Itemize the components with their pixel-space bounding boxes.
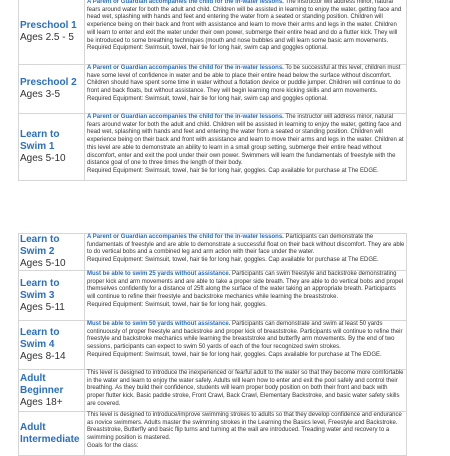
level-lead: A Parent or Guardian accompanies the child for the in-water lessons. xyxy=(87,114,284,120)
level-description: This level is designed to introduce/improve swimming strokes to adults so that they develop confidence and endurance as novice swimmers. Adults master the swimming strokes in the Learning the Basics level, Freestyle and Backstroke. Breaststroke, Butterfly and basic flip turns and turning at the wall are introduced. Treading water and recovery to a swimming position is mastered. xyxy=(87,412,402,442)
level-description: This level is designed to introduce the inexperienced or fearful adult to the water so that they become more comfortable in the water and learn to enjoy the water safely. Adults will learn how to enter and exit the pool safely and control their breathing. As they build their confidence, students will learn proper body position on both their front and back with proper flutter kick. Basic paddle stroke, Front Crawl, Back Crawl, Elementary Backstroke, and basic water safety skills are covered. xyxy=(87,370,404,407)
level-title: Learn to Swim 4 xyxy=(20,327,60,350)
level-name-cell xyxy=(19,321,85,370)
level-description: The instructor will address minor, natural fears around water for both the adult and child. Children will be assisted in learning to enjoy the water, getting face and head wet, splashing with hands and feet and entering the water from a seated or standing position. Children will experience being on their back and front with assistance and learn to move their arms and legs in the water. Children will learn to enter and exit the water under their own power, submerge their entire head and do a flutter kick. They will be introduced to some breathing techniques (mouth and nose bubbles and will learn some basic arm movements. xyxy=(87,0,402,44)
level-description: To be successful at this level, children must have some level of confidence in water and be able to place their entire head below the surface without discomfort. Children should have spent some time in water without a flotation device or puddle jumper. Children will continue to do front and back floats, but without assistance. They will begin learning more kicking skills and arm movements. xyxy=(87,65,401,95)
lesson-table-bottom xyxy=(18,233,407,456)
level-title: Adult Beginner xyxy=(20,372,64,396)
level-description-cell xyxy=(85,271,407,321)
level-name-cell xyxy=(19,114,85,181)
level-description-cell xyxy=(85,321,407,370)
level-description: Participants can swim freestyle and backstroke demonstrating proper kick and arm movements and are able to take a proper side breath. They are able to do vertical bobs and propel themselves confidently for a distance of 25ft along the surface of the water taking an appropriate breath. Participants will continue to refine their freestyle and backstroke mechanics while learning the breaststroke. xyxy=(87,271,404,301)
level-lead: Must be able to swim 25 yards without assistance. xyxy=(87,271,231,277)
table-row xyxy=(19,65,407,114)
level-description: Participants can demonstrate the fundamentals of freestyle and are able to demonstrate a successful float on their back without discomfort. They are able to do vertical bobs and a combined leg and arm action with their face under the water. xyxy=(87,234,405,256)
lesson-table-top xyxy=(18,0,407,181)
table-row xyxy=(19,321,407,370)
level-description-cell xyxy=(85,114,407,181)
level-title: Preschool 2 xyxy=(20,77,77,88)
level-name-cell xyxy=(19,412,85,456)
required-equipment: Required Equipment: Swimsuit, towel, hair tie for long hair, goggles. xyxy=(87,301,267,308)
level-ages: Ages 18+ xyxy=(20,396,63,408)
level-ages: Ages 5-11 xyxy=(20,301,65,313)
table-row xyxy=(19,412,407,456)
class-goals: Goals for the class: xyxy=(87,442,139,449)
level-lead: Must be able to swim 50 yards without assistance. xyxy=(87,321,231,327)
level-title: Preschool 1 xyxy=(20,19,77,31)
level-description: The instructor will address minor, natural fears around water for both the adult and child. Children will be assisted in learning to enjoy the water, getting face and head wet, splashing with hands and feet and entering the water from a seated or standing position. Children will experience being on their back and front with assistance and learn to move their arms and legs in the water. Children at this level are able to demonstrate an ability to learn in a small group setting, submerge their entire head without discomfort, enter and exit the pool under their own power. Swimmers will learn the fundamentals of freestyle with the distance goal of one to three times the length of their body. xyxy=(87,114,404,167)
level-ages: Ages 8-14 xyxy=(20,351,66,362)
table-row xyxy=(19,0,407,65)
level-name-cell xyxy=(19,271,85,321)
level-title: Learn to Swim 2 xyxy=(20,234,60,257)
level-title: Adult Intermediate xyxy=(20,421,80,445)
level-description-cell xyxy=(85,0,407,65)
level-name-cell xyxy=(19,0,85,65)
level-ages: Ages 3-5 xyxy=(20,89,61,100)
table-row xyxy=(19,271,407,321)
level-description-cell xyxy=(85,370,407,412)
level-description: Participants can demonstrate and swim at least 50 yards continuously of proper freestyle and backstroke and proper kick of breaststroke. Participants will continue to refine their freestyle and backstroke mechanics while learning the breaststroke and butterfly arm movements. By the end of two sessions, participants can expect to swim 50 yards of each of the four recognized swim strokes. xyxy=(87,321,403,351)
required-equipment: Required Equipment: Swimsuit, towel, hair tie for long hair, swim cap and goggles optional. xyxy=(87,45,328,52)
level-description-cell xyxy=(85,234,407,271)
level-title: Learn to Swim 1 xyxy=(20,129,60,152)
table-row xyxy=(19,114,407,181)
level-ages: Ages 5-10 xyxy=(20,153,66,164)
level-description-cell xyxy=(85,65,407,114)
table-row xyxy=(19,370,407,412)
required-equipment: Required Equipment: Swimsuit, towel, hair tie for long hair, goggles. Cap available for purchase at The EDGE. xyxy=(87,167,379,174)
level-title: Learn to Swim 3 xyxy=(20,277,60,301)
level-name-cell xyxy=(19,65,85,114)
required-equipment: Required Equipment: Swimsuit, towel, hair tie for long hair, goggles. Cap available for purchase at The EDGE. xyxy=(87,257,379,264)
level-ages: Ages 2.5 - 5 xyxy=(20,31,74,43)
level-name-cell xyxy=(19,370,85,412)
level-lead: A Parent or Guardian accompanies the child for the in-water lessons. xyxy=(87,0,284,5)
table-row xyxy=(19,234,407,271)
level-description-cell xyxy=(85,412,407,456)
level-ages: Ages 5-10 xyxy=(20,258,66,269)
level-lead: A Parent or Guardian accompanies the child for the in-water lessons. xyxy=(87,234,284,240)
required-equipment: Required Equipment: Swimsuit, towel, hair tie for long hair, swim cap and goggles optional. xyxy=(87,95,328,102)
level-name-cell xyxy=(19,234,85,271)
level-lead: A Parent or Guardian accompanies the child for the in-water lessons. xyxy=(87,65,284,71)
required-equipment: Required Equipment: Swimsuit, towel, hair tie for long hair, goggles. Caps available for purchase at The EDGE. xyxy=(87,351,382,358)
